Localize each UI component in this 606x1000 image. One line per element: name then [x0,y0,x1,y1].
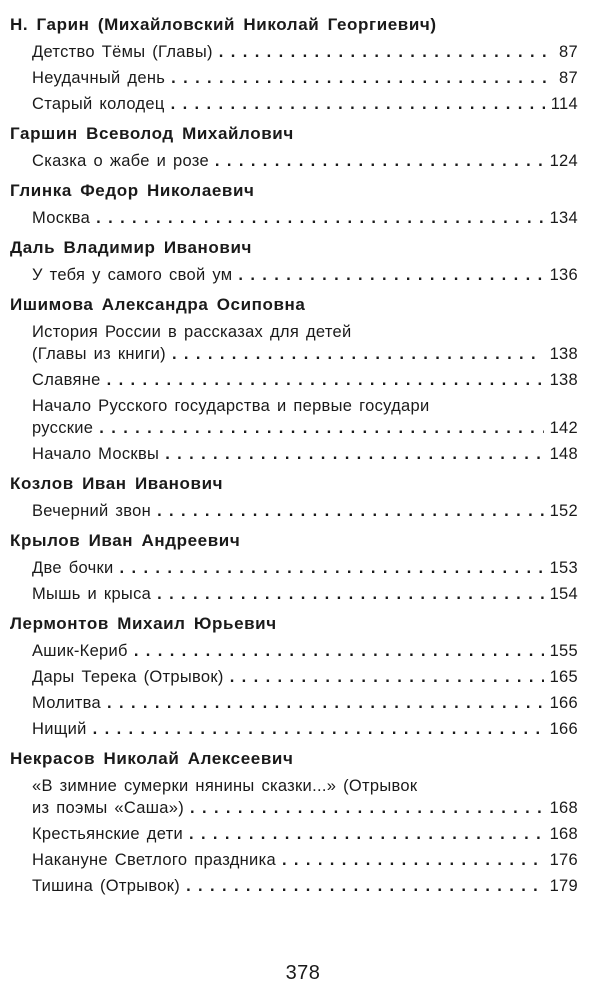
entry-page-number: 114 [550,95,578,113]
entry-page-number: 168 [549,825,578,843]
entry-title: Накануне Светлого праздника [32,851,276,869]
dot-leader [107,696,544,718]
dot-leader [215,154,544,176]
entry-page-number: 179 [549,877,578,895]
entry-title: Славяне [32,371,101,389]
dot-leader [99,421,543,443]
toc-entry [32,443,578,465]
author-section [10,237,578,286]
dot-leader [282,853,544,875]
toc-entry [32,93,578,115]
toc-entry [32,264,578,286]
author-name: Даль Владимир Иванович [10,238,252,257]
entry-title: Вечерний звон [32,502,152,520]
entry-title: русские [32,419,94,437]
dot-leader [93,722,544,744]
dot-leader [190,801,544,823]
page-number: 378 [285,962,321,984]
author-name: Некрасов Николай Алексеевич [10,749,294,768]
entry-page-number: 168 [549,799,578,817]
entry-title: У тебя у самого свой ум [32,266,233,284]
entry-title: Тишина (Отрывок) [32,877,181,895]
dot-leader [238,268,543,290]
entry-page-number: 138 [549,345,578,363]
dot-leader [219,45,553,67]
author-section [10,748,578,897]
toc-entry [32,718,578,740]
entry-title-line: Начало Русского государства и первые государи [32,397,430,415]
toc-entry [32,583,578,605]
entry-title: Старый колодец [32,95,165,113]
entry-page-number: 134 [549,209,578,227]
author-name: Гаршин Всеволод Михайлович [10,124,294,143]
entry-title-line: История России в рассказах для детей [32,323,352,341]
entry-page-number: 176 [549,851,578,869]
toc-entry [32,875,578,897]
author-section [10,294,578,465]
toc-entry [32,369,578,391]
dot-leader [157,504,544,526]
entry-title: Начало Москвы [32,445,160,463]
toc-entry [32,321,578,365]
dot-leader [171,97,545,119]
author-name: Козлов Иван Иванович [10,474,224,493]
entry-page-number: 142 [549,419,578,437]
entry-title: Дары Терека (Отрывок) [32,668,224,686]
dot-leader [172,347,544,369]
entry-page-number: 87 [559,43,578,61]
dot-leader [157,587,543,609]
entry-title: из поэмы «Саша») [32,799,185,817]
author-name: Ишимова Александра Осиповна [10,295,306,314]
entry-page-number: 87 [559,69,578,87]
entry-title: (Главы из книги) [32,345,166,363]
toc-entry [32,500,578,522]
author-section [10,473,578,522]
dot-leader [165,447,543,469]
toc-entry [32,666,578,688]
entry-page-number: 154 [549,585,578,603]
toc-entry [32,207,578,229]
dot-leader [107,373,544,395]
dot-leader [134,644,544,666]
entry-title: Ашик-Кериб [32,642,128,660]
dot-leader [171,71,553,93]
author-section [10,123,578,172]
entry-title: Сказка о жабе и розе [32,152,209,170]
entry-page-number: 152 [549,502,578,520]
entry-page-number: 165 [549,668,578,686]
toc-entry [32,67,578,89]
entry-page-number: 155 [549,642,578,660]
author-section [10,530,578,605]
entry-title: Мышь и крыса [32,585,152,603]
entry-page-number: 153 [549,559,578,577]
toc-entry [32,395,578,439]
author-name: Лермонтов Михаил Юрьевич [10,614,277,633]
entry-title: Молитва [32,694,102,712]
entry-page-number: 148 [549,445,578,463]
entry-title: Две бочки [32,559,114,577]
toc-entry [32,775,578,819]
dot-leader [189,827,544,849]
toc-entry [32,849,578,871]
toc-entry [32,823,578,845]
table-of-contents [10,14,578,905]
entry-page-number: 166 [549,720,578,738]
entry-page-number: 166 [549,694,578,712]
author-section [10,613,578,740]
author-section [10,14,578,115]
entry-title: Нищий [32,720,87,738]
toc-entry [32,640,578,662]
dot-leader [186,879,543,901]
entry-title: Москва [32,209,91,227]
entry-page-number: 136 [549,266,578,284]
toc-entry [32,557,578,579]
dot-leader [120,561,544,583]
entry-title: Неудачный день [32,69,166,87]
entry-page-number: 124 [549,152,578,170]
entry-title: Крестьянские дети [32,825,183,843]
dot-leader [230,670,544,692]
toc-entry [32,692,578,714]
dot-leader [96,211,543,233]
entry-title-line: «В зимние сумерки нянины сказки...» (Отрывок [32,777,418,795]
author-section [10,180,578,229]
toc-entry [32,41,578,63]
entry-page-number: 138 [549,371,578,389]
author-name: Н. Гарин (Михайловский Николай Георгиевич) [10,15,437,34]
entry-title: Детство Тёмы (Главы) [32,43,213,61]
toc-entry [32,150,578,172]
author-name: Крылов Иван Андреевич [10,531,241,550]
author-name: Глинка Федор Николаевич [10,181,255,200]
